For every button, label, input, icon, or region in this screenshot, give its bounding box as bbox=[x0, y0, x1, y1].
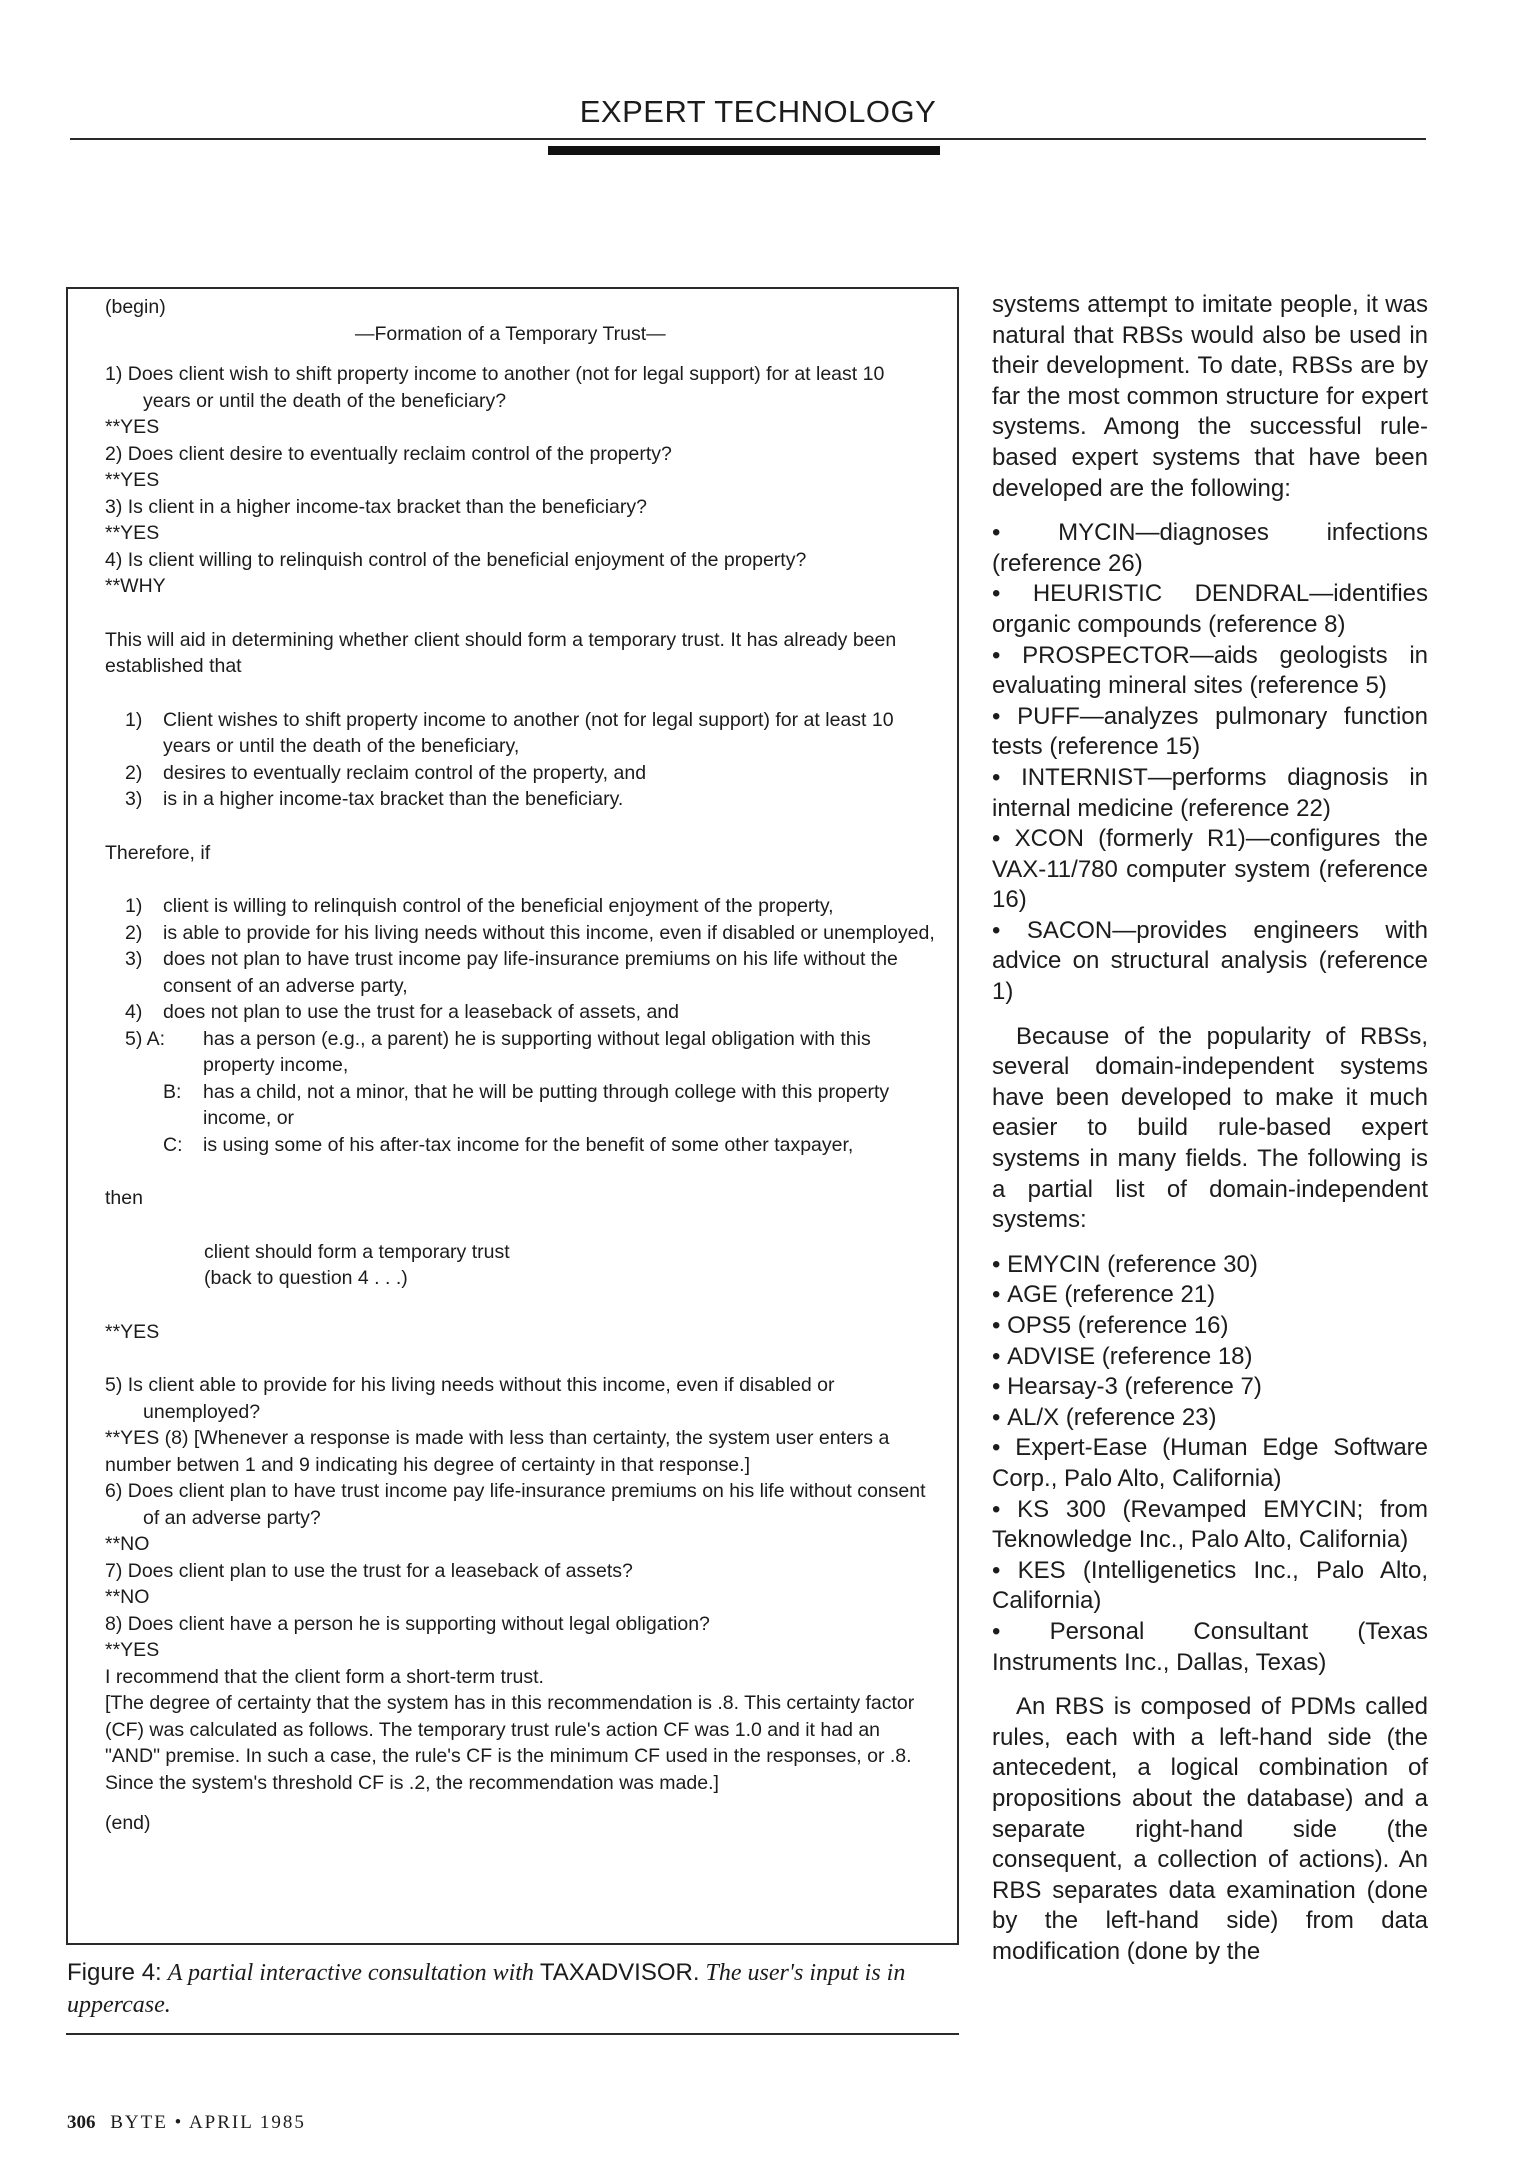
list-item: • KS 300 (Revamped EMYCIN; from Teknowledge Inc., Palo Alto, California) bbox=[992, 1495, 1428, 1556]
caption-name: TAXADVISOR. bbox=[539, 1959, 700, 1986]
answer-5: **YES (8) [Whenever a response is made with less than certainty, the system user enters a number betwen 1 and 9 indicating his degree of certainty in that response.] bbox=[105, 1427, 890, 1476]
footer-text: BYTE • APRIL 1985 bbox=[110, 2112, 306, 2133]
answer-4b: **YES bbox=[105, 1320, 160, 1343]
list-item: • ADVISE (reference 18) bbox=[992, 1342, 1428, 1373]
page-number: 306 bbox=[67, 2112, 96, 2133]
header-bar bbox=[548, 146, 940, 155]
question-7: 7) Does client plan to use the trust for a leaseback of assets? bbox=[105, 1559, 633, 1582]
list-item: • OPS5 (reference 16) bbox=[992, 1311, 1428, 1342]
question-3: 3) Is client in a higher income-tax bracket than the beneficiary? bbox=[105, 495, 647, 518]
established-list bbox=[105, 707, 935, 813]
certainty-note: [The degree of certainty that the system has in this recommendation is .8. This certainty factor (CF) was calculated as follows. The temporary trust rule's action CF was 1.0 and it had an "AND" premise. In such a case, the rule's CF is the minimum CF used in the responses, or .8. Since the system's threshold CF is .2, the recommendation was made.] bbox=[105, 1692, 915, 1794]
domain-independent-list bbox=[992, 1250, 1428, 1678]
answer-1: **YES bbox=[105, 416, 160, 438]
paragraph-1: systems attempt to imitate people, it was natural that RBSs would also be used in their development. To date, RBSs are by far the most common structure for expert systems. Among the successful rule-based expert systems that have been developed are the following: bbox=[992, 291, 1428, 502]
list-item: • XCON (formerly R1)—configures the VAX-11/780 computer system (reference 16) bbox=[992, 824, 1428, 916]
page-footer bbox=[67, 2112, 306, 2134]
caption-text-b: The user's input is in uppercase. bbox=[67, 1960, 906, 2018]
list-item: • EMYCIN (reference 30) bbox=[992, 1250, 1428, 1281]
begin-marker: (begin) bbox=[105, 296, 166, 318]
then-label: then bbox=[105, 1187, 143, 1209]
body-column bbox=[992, 290, 1428, 1967]
list-item: • PUFF—analyzes pulmonary function tests (reference 15) bbox=[992, 702, 1428, 763]
question-1: 1) Does client wish to shift property income to another (not for legal support) for at least 10 years or until the death of the beneficiary? bbox=[105, 363, 885, 412]
consultation-title: —Formation of a Temporary Trust— bbox=[355, 322, 666, 345]
list-item: • AGE (reference 21) bbox=[992, 1280, 1428, 1311]
list-item: 4) does not plan to use the trust for a leaseback of assets, and bbox=[125, 1001, 679, 1023]
question-8: 8) Does client have a person he is supporting without legal obligation? bbox=[105, 1612, 710, 1635]
header-rule bbox=[70, 138, 1426, 140]
therefore-label: Therefore, if bbox=[105, 841, 211, 864]
list-item: 1) Client wishes to shift property income to another (not for legal support) for at least 10 years or until the death of the beneficiary, bbox=[125, 708, 894, 757]
paragraph-3: An RBS is composed of PDMs called rules, each with a left-hand side (the antecedent, a logical combination of propositions about the database) and a separate right-hand side (the consequent, a collection of actions). An RBS separates data examination (done by the left-hand side) from data modification (done by the bbox=[992, 1693, 1428, 1965]
list-item: • KES (Intelligenetics Inc., Palo Alto, California) bbox=[992, 1556, 1428, 1617]
conclusion: client should form a temporary trust bbox=[204, 1240, 510, 1263]
list-item: • Personal Consultant (Texas Instruments Inc., Dallas, Texas) bbox=[992, 1617, 1428, 1678]
answer-6: **NO bbox=[105, 1533, 150, 1555]
subconditions-list bbox=[105, 1079, 935, 1159]
end-marker: (end) bbox=[105, 1812, 151, 1834]
answer-7: **NO bbox=[105, 1586, 150, 1608]
consultation-transcript bbox=[105, 294, 935, 1837]
caption-rule bbox=[66, 2033, 959, 2035]
question-6: 6) Does client plan to have trust income pay life-insurance premiums on his life without consent of an adverse party? bbox=[105, 1480, 926, 1529]
question-2: 2) Does client desire to eventually reclaim control of the property? bbox=[105, 442, 672, 465]
recommendation: I recommend that the client form a short-term trust. bbox=[105, 1665, 544, 1688]
answer-4: **WHY bbox=[105, 575, 166, 597]
caption-lead: Figure 4: bbox=[67, 1959, 162, 1986]
list-item: 2) is able to provide for his living needs without this income, even if disabled or unemployed, bbox=[125, 921, 935, 944]
list-item: 2) desires to eventually reclaim control of the property, and bbox=[125, 761, 647, 784]
list-item: • Hearsay-3 (reference 7) bbox=[992, 1372, 1428, 1403]
list-item: 1) client is willing to relinquish control of the beneficial enjoyment of the property, bbox=[125, 895, 834, 917]
list-item: B: has a child, not a minor, that he will be putting through college with this property income, or bbox=[163, 1080, 890, 1129]
list-item: • SACON—provides engineers with advice on structural analysis (reference 1) bbox=[992, 916, 1428, 1008]
why-explanation: This will aid in determining whether client should form a temporary trust. It has already been established that bbox=[105, 628, 897, 677]
back-note: (back to question 4 . . .) bbox=[204, 1267, 408, 1289]
conditions-list bbox=[105, 893, 935, 1079]
list-item: C: is using some of his after-tax income for the benefit of some other taxpayer, bbox=[163, 1133, 854, 1156]
answer-8: **YES bbox=[105, 1639, 160, 1661]
paragraph-2: Because of the popularity of RBSs, several domain-independent systems have been developed to make it much easier to build rule-based expert systems in many fields. The following is a partial list of domain-independent systems: bbox=[992, 1022, 1428, 1234]
list-item: • HEURISTIC DENDRAL—identifies organic compounds (reference 8) bbox=[992, 579, 1428, 640]
caption-text-a: A partial interactive consultation with bbox=[167, 1960, 534, 1986]
expert-systems-list bbox=[992, 518, 1428, 1008]
figure-caption bbox=[67, 1957, 947, 2021]
list-item: • MYCIN—diagnoses infections (reference 26) bbox=[992, 518, 1428, 579]
list-item: • Expert-Ease (Human Edge Software Corp., Palo Alto, California) bbox=[992, 1433, 1428, 1494]
list-item: 3) does not plan to have trust income pay life-insurance premiums on his life without the consent of an adverse party, bbox=[125, 948, 898, 997]
list-item: 3) is in a higher income-tax bracket than the beneficiary. bbox=[125, 788, 624, 810]
question-4: 4) Is client willing to relinquish control of the beneficial enjoyment of the property? bbox=[105, 548, 807, 571]
question-5: 5) Is client able to provide for his living needs without this income, even if disabled or unemployed? bbox=[105, 1374, 835, 1423]
section-title: EXPERT TECHNOLOGY bbox=[579, 94, 937, 129]
answer-2: **YES bbox=[105, 469, 160, 491]
list-item: • INTERNIST—performs diagnosis in internal medicine (reference 22) bbox=[992, 763, 1428, 824]
list-item: 5) A: has a person (e.g., a parent) he is supporting without legal obligation with this property income, bbox=[125, 1027, 871, 1076]
list-item: • AL/X (reference 23) bbox=[992, 1403, 1428, 1434]
list-item: • PROSPECTOR—aids geologists in evaluating mineral sites (reference 5) bbox=[992, 641, 1428, 702]
answer-3: **YES bbox=[105, 522, 160, 544]
